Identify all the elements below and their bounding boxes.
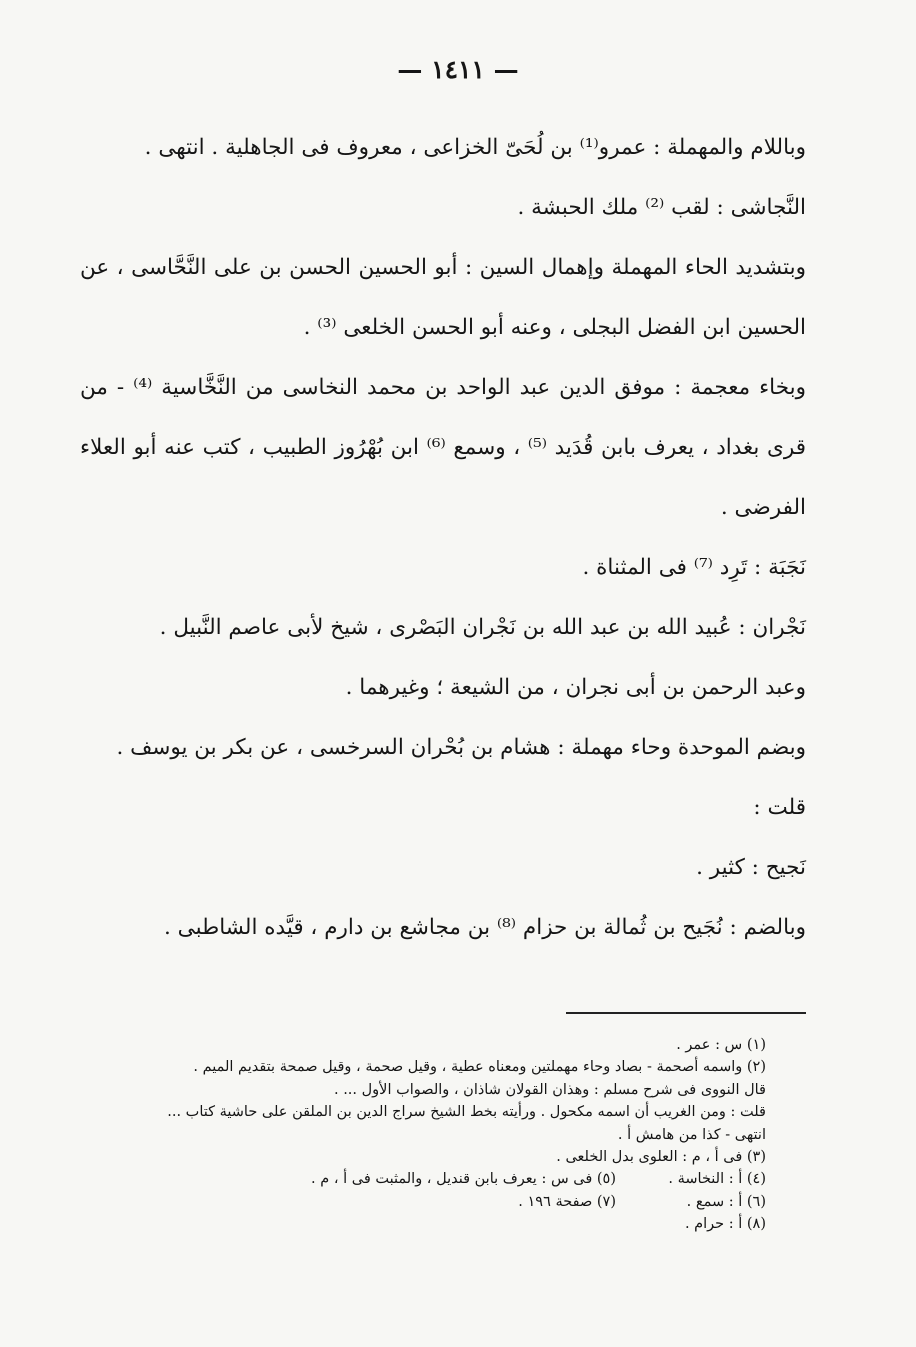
- footnote: (٧) صفحة ١٩٦ .: [518, 1193, 616, 1210]
- entry-paragraph: قلت :: [753, 795, 806, 820]
- footnote: (٦) أ : سمع .: [686, 1193, 766, 1210]
- main-text: [80, 118, 806, 958]
- footnote: (٨) أ : حرام .: [684, 1216, 766, 1233]
- footnote-row: [70, 1191, 766, 1213]
- footnote-divider: [566, 1012, 806, 1014]
- entry-paragraph: وعبد الرحمن بن أبى نجران ، من الشيعة ؛ وغيرهما .: [345, 675, 806, 700]
- footnote: (٢) واسمه أصحمة - بصاد وحاء مهملتين ومعناه عطية ، وقيل صحمة ، وقيل صمحة بتقديم الميم .: [193, 1059, 766, 1076]
- footnote: (٥) فى س : يعرف بابن قنديل ، والمثبت فى أ ، م .: [311, 1171, 616, 1188]
- entry-paragraph: وباللام والمهملة : عمرو⁽¹⁾ بن لُحَىّ الخزاعى ، معروف فى الجاهلية . انتهى .: [144, 135, 806, 160]
- entry-paragraph: النَّجاشى : لقب ⁽²⁾ ملك الحبشة .: [517, 195, 806, 220]
- entry-paragraph: وبالضم : نُجَيح بن ثُمالة بن حزام ⁽⁸⁾ بن مجاشع بن دارم ، قيَّده الشاطبى .: [164, 915, 806, 940]
- entry-paragraph: نَجيح : كثير .: [696, 855, 806, 880]
- footnote: (٣) فى أ ، م : العلوى بدل الخلعى .: [556, 1149, 766, 1166]
- footnote: (١) س : عمر .: [676, 1037, 766, 1053]
- entry-paragraph: نَجَبَة : تَرِد ⁽⁷⁾ فى المثناة .: [582, 555, 806, 580]
- footnote: (٤) أ : النخاسة .: [668, 1171, 766, 1188]
- page-number: — ١٤١١ —: [397, 55, 519, 84]
- footnote-continuation: انتهى - كذا من هامش أ .: [617, 1126, 766, 1143]
- footnote-continuation: قلت : ومن الغريب أن اسمه مكحول . ورأيته بخط الشيخ سراج الدين بن الملقن على حاشية كتاب ...: [167, 1104, 766, 1121]
- entry-paragraph: نَجْران : عُبيد الله بن عبد الله بن نَجْران البَصْرى ، شيخ لأبى عاصم النَّبيل .: [159, 615, 806, 640]
- entry-paragraph: وبتشديد الحاء المهملة وإهمال السين : أبو الحسين الحسن بن على النَّحَّاسى ، عن الحسين ابن الفضل البجلى ، وعنه أبو الحسن الخلعى ⁽³⁾ .: [80, 255, 806, 340]
- footnote-row: [70, 1168, 766, 1190]
- entry-paragraph: وبضم الموحدة وحاء مهملة : هشام بن بُحْران السرخسى ، عن بكر بن يوسف .: [116, 735, 806, 760]
- footnote-continuation: قال النووى فى شرح مسلم : وهذان القولان شاذان ، والصواب الأول ... .: [333, 1081, 766, 1098]
- footnotes: [70, 1034, 766, 1236]
- entry-paragraph: وبخاء معجمة : موفق الدين عبد الواحد بن محمد النخاسى من النَّخَّاسية ⁽⁴⁾ - من قرى بغداد ، يعرف بابن قُدَيد ⁽⁵⁾ ، وسمع ⁽⁶⁾ ابن بُهْرُوز الطبيب ، كتب عنه أبو العلاء الفرضى .: [80, 375, 806, 520]
